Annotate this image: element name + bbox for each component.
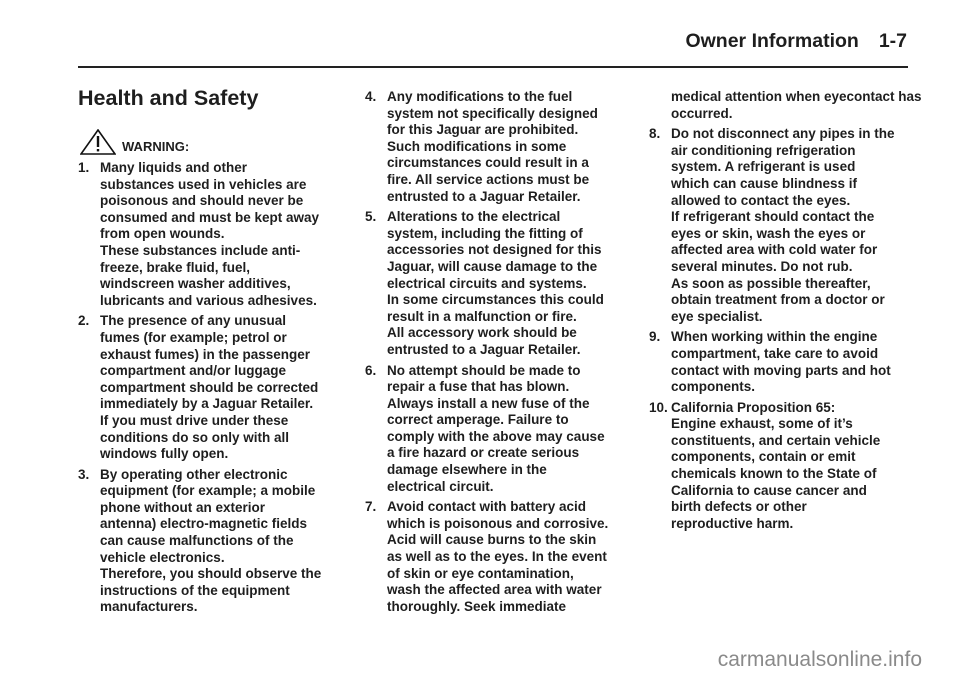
running-header xyxy=(685,30,907,53)
text-line: California to cause cancer and xyxy=(671,482,867,498)
text-line: equipment (for example; a mobile xyxy=(100,483,316,499)
section-title: Owner Information xyxy=(685,30,859,52)
text-line: as well as to the eyes. In the event xyxy=(387,549,607,565)
text-line: compartment should be corrected xyxy=(100,379,319,395)
text-line: allowed to contact the eyes. xyxy=(671,192,851,208)
text-line: result in a malfunction or fire. xyxy=(387,308,577,324)
text-line: birth defects or other xyxy=(671,499,807,515)
text-line: If you must drive under these xyxy=(100,412,289,428)
text-line: vehicle electronics. xyxy=(100,549,225,565)
text-line: Many liquids and other xyxy=(100,160,248,175)
text-line: obtain treatment from a doctor or xyxy=(671,292,885,308)
text-line: Jaguar, will cause damage to the xyxy=(387,258,598,274)
text-line: thoroughly. Seek immediate xyxy=(387,598,567,614)
text-line: Any modifications to the fuel xyxy=(387,89,573,104)
text-line: Engine exhaust, some of it’s xyxy=(671,416,853,432)
text-line: antenna) electro-magnetic fields xyxy=(100,516,308,532)
item-number: 8. xyxy=(649,126,661,142)
text-line: eyes or skin, wash the eyes or xyxy=(671,225,866,241)
text-line: If refrigerant should contact the xyxy=(671,209,875,225)
text-line: windows fully open. xyxy=(100,446,229,462)
text-line: electrical circuit. xyxy=(387,478,494,494)
page-title: Health and Safety xyxy=(78,86,259,110)
text-line: When working within the engine xyxy=(671,329,878,345)
text-line: All accessory work should be xyxy=(387,325,577,341)
text-line: components. xyxy=(671,379,756,395)
text-line: air conditioning refrigeration xyxy=(671,142,856,158)
list-item xyxy=(365,209,645,358)
text-line: entrusted to a Jaguar Retailer. xyxy=(387,188,581,204)
list-item xyxy=(649,400,929,533)
item-number: 4. xyxy=(365,89,377,104)
text-line: for this Jaguar are prohibited. xyxy=(387,122,579,138)
warning-heading xyxy=(80,129,189,155)
text-line: Do not disconnect any pipes in the xyxy=(671,126,895,142)
text-line: which is poisonous and corrosive. xyxy=(387,515,609,531)
text-line: electrical circuits and systems. xyxy=(387,275,587,291)
text-line: several minutes. Do not rub. xyxy=(671,258,853,274)
text-line: Alterations to the electrical xyxy=(387,209,561,225)
warning-label: WARNING: xyxy=(122,139,190,154)
list-item xyxy=(78,160,358,309)
text-line: contact with moving parts and hot xyxy=(671,362,891,378)
item-number: 2. xyxy=(78,313,90,329)
text-line: circumstances could result in a xyxy=(387,155,589,171)
text-line: Therefore, you should observe the xyxy=(100,566,322,582)
text-line: Such modifications in some xyxy=(387,138,567,154)
header-rule xyxy=(78,66,908,68)
item-number: 10. xyxy=(649,399,668,415)
text-line: compartment and/or luggage xyxy=(100,363,287,379)
text-line: windscreen washer additives, xyxy=(100,276,291,292)
text-line: The presence of any unusual xyxy=(100,313,287,329)
item-number: 6. xyxy=(365,362,377,378)
text-line: California Proposition 65: xyxy=(671,399,836,415)
text-line: correct amperage. Failure to xyxy=(387,412,569,428)
text-line: components, contain or emit xyxy=(671,449,856,465)
text-line: chemicals known to the State of xyxy=(671,466,877,482)
text-line: compartment, take care to avoid xyxy=(671,345,879,361)
item-number: 1. xyxy=(78,160,90,175)
column-2 xyxy=(365,89,645,619)
text-line: eye specialist. xyxy=(671,308,763,324)
page-number: 1-7 xyxy=(878,30,907,52)
text-line: No attempt should be made to xyxy=(387,362,581,378)
watermark: carmanualsonline.info xyxy=(717,648,922,671)
text-line: medical attention when eye xyxy=(671,89,847,104)
text-line: repair a fuse that has blown. xyxy=(387,379,570,395)
item-number: 9. xyxy=(649,329,661,345)
list-item-continuation xyxy=(649,89,929,122)
text-line: constituents, and certain vehicle xyxy=(671,432,881,448)
item-number: 3. xyxy=(78,466,90,482)
text-line: Acid will cause burns to the skin xyxy=(387,532,597,548)
text-line: from open wounds. xyxy=(100,226,225,242)
list-item xyxy=(649,126,929,325)
text-line: consumed and must be kept away xyxy=(100,209,320,225)
text-line: system, including the fitting of xyxy=(387,225,583,241)
column-3 xyxy=(649,89,929,536)
warning-triangle-icon xyxy=(80,129,116,155)
text-line: affected area with cold water for xyxy=(671,242,878,258)
text-line: damage elsewhere in the xyxy=(387,462,547,478)
item-number: 7. xyxy=(365,499,377,515)
text-line: As soon as possible thereafter, xyxy=(671,275,871,291)
text-line: of skin or eye contamination, xyxy=(387,565,574,581)
text-line: system not specifically designed xyxy=(387,105,598,121)
column-1 xyxy=(78,160,358,620)
text-line: contact has occurred. xyxy=(671,89,922,121)
text-line: entrusted to a Jaguar Retailer. xyxy=(387,341,581,357)
text-line: a fire hazard or create serious xyxy=(387,445,580,461)
list-item xyxy=(78,313,358,462)
text-line: In some circumstances this could xyxy=(387,292,604,308)
list-item xyxy=(649,329,929,395)
text-line: exhaust fumes) in the passenger xyxy=(100,346,311,362)
text-line: Always install a new fuse of the xyxy=(387,395,590,411)
text-line: fire. All service actions must be xyxy=(387,171,590,187)
text-line: phone without an exterior xyxy=(100,499,266,515)
text-line: substances used in vehicles are xyxy=(100,176,307,192)
text-line: By operating other electronic xyxy=(100,466,288,482)
list-item xyxy=(365,499,645,615)
text-line: reproductive harm. xyxy=(671,515,794,531)
text-line: which can cause blindness if xyxy=(671,175,858,191)
item-number: 5. xyxy=(365,209,377,225)
text-line: fumes (for example; petrol or xyxy=(100,329,287,345)
text-line: poisonous and should never be xyxy=(100,193,304,209)
text-line: accessories not designed for this xyxy=(387,242,602,258)
text-line: can cause malfunctions of the xyxy=(100,533,294,549)
text-line: system. A refrigerant is used xyxy=(671,159,856,175)
text-line: instructions of the equipment xyxy=(100,582,290,598)
list-item xyxy=(365,363,645,496)
list-item xyxy=(365,89,645,205)
text-line: comply with the above may cause xyxy=(387,428,605,444)
text-line: conditions do so only with all xyxy=(100,429,289,445)
text-line: freeze, brake fluid, fuel, xyxy=(100,259,251,275)
text-line: These substances include anti- xyxy=(100,242,301,258)
text-line: immediately by a Jaguar Retailer. xyxy=(100,396,314,412)
list-item xyxy=(78,467,358,616)
text-line: lubricants and various adhesives. xyxy=(100,292,317,308)
text-line: wash the affected area with water xyxy=(387,582,602,598)
text-line: Avoid contact with battery acid xyxy=(387,499,587,515)
text-line: manufacturers. xyxy=(100,599,198,615)
